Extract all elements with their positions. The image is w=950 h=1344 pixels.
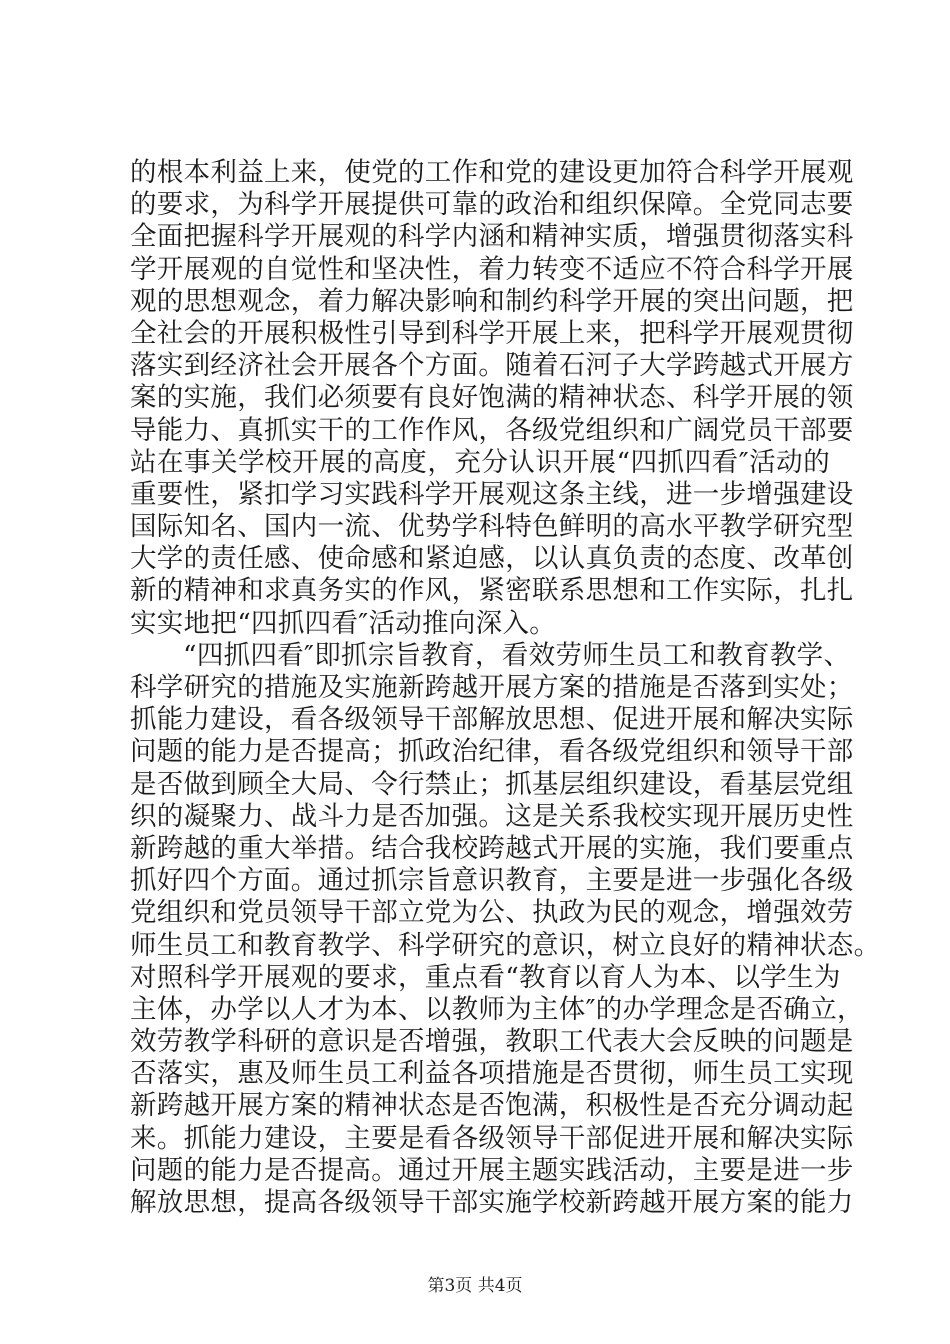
text-line: 问题的能力是否提高；抓政治纪律，看各级党组织和领导干部 [130,736,854,768]
text-line: 来。抓能力建设，主要是看各级领导干部促进开展和解决实际 [130,1122,854,1154]
text-line-paragraph-end: 实实地把“四抓四看″活动推向深入。 [130,607,557,639]
text-line: 观的思想观念，着力解决影响和制约科学开展的突出问题，把 [130,285,854,317]
text-line: 站在事关学校开展的高度，充分认识开展“四抓四看″活动的 [130,446,830,478]
document-body [130,157,881,1219]
text-line: 问题的能力是否提高。通过开展主题实践活动，主要是进一步 [130,1154,854,1186]
text-line: 效劳教学科研的意识是否增强，教职工代表大会反映的问题是 [130,1026,854,1058]
text-line: 主体，办学以人才为本、以教师为主体″的办学理念是否确立， [130,993,864,1025]
text-line-paragraph-start: “四抓四看″即抓宗旨教育，看效劳师生员工和教育教学、 [183,639,851,671]
page-number-footer: 第3页 共4页 [427,1276,523,1296]
text-line: 科学研究的措施及实施新跨越开展方案的措施是否落到实处； [130,672,854,703]
text-line: 织的凝聚力、战斗力是否加强。这是关系我校实现开展历史性 [130,800,854,832]
text-line: 大学的责任感、使命感和紧迫感，以认真负责的态度、改革创 [130,543,854,575]
text-line: 解放思想，提高各级领导干部实施学校新跨越开展方案的能力 [130,1187,854,1218]
text-line: 抓好四个方面。通过抓宗旨意识教育，主要是进一步强化各级 [130,865,854,897]
text-line: 新的精神和求真务实的作风，紧密联系思想和工作实际，扎扎 [130,575,854,607]
text-line: 国际知名、国内一流、优势学科特色鲜明的高水平教学研究型 [130,511,854,543]
text-line: 案的实施，我们必须要有良好饱满的精神状态、科学开展的领 [130,382,854,414]
text-line: 对照科学开展观的要求，重点看“教育以育人为本、以学生为 [130,961,841,993]
text-line: 新跨越的重大举措。结合我校跨越式开展的实施，我们要重点 [130,832,854,864]
text-line: 否落实，惠及师生员工利益各项措施是否贯彻，师生员工实现 [130,1058,854,1090]
text-line: 的要求，为科学开展提供可靠的政治和组织保障。全党同志要 [130,189,854,221]
text-line: 师生员工和教育教学、科学研究的意识，树立良好的精神状态。 [130,929,881,961]
text-line: 新跨越开展方案的精神状态是否饱满，积极性是否充分调动起 [130,1090,854,1122]
text-line: 学开展观的自觉性和坚决性，着力转变不适应不符合科学开展 [130,253,854,285]
text-line: 全面把握科学开展观的科学内涵和精神实质，增强贯彻落实科 [130,221,854,253]
text-line: 党组织和党员领导干部立党为公、执政为民的观念，增强效劳 [130,897,854,929]
text-line: 重要性，紧扣学习实践科学开展观这条主线，进一步增强建设 [130,478,854,510]
text-line: 抓能力建设，看各级领导干部解放思想、促进开展和解决实际 [130,704,854,736]
text-line: 导能力、真抓实干的工作作风，各级党组织和广阔党员干部要 [130,414,854,446]
text-line: 的根本利益上来，使党的工作和党的建设更加符合科学开展观 [130,157,854,188]
text-line: 落实到经济社会开展各个方面。随着石河子大学跨越式开展方 [130,350,854,382]
text-line: 全社会的开展积极性引导到科学开展上来，把科学开展观贯彻 [130,317,854,349]
text-line: 是否做到顾全大局、令行禁止；抓基层组织建设，看基层党组 [130,768,854,800]
